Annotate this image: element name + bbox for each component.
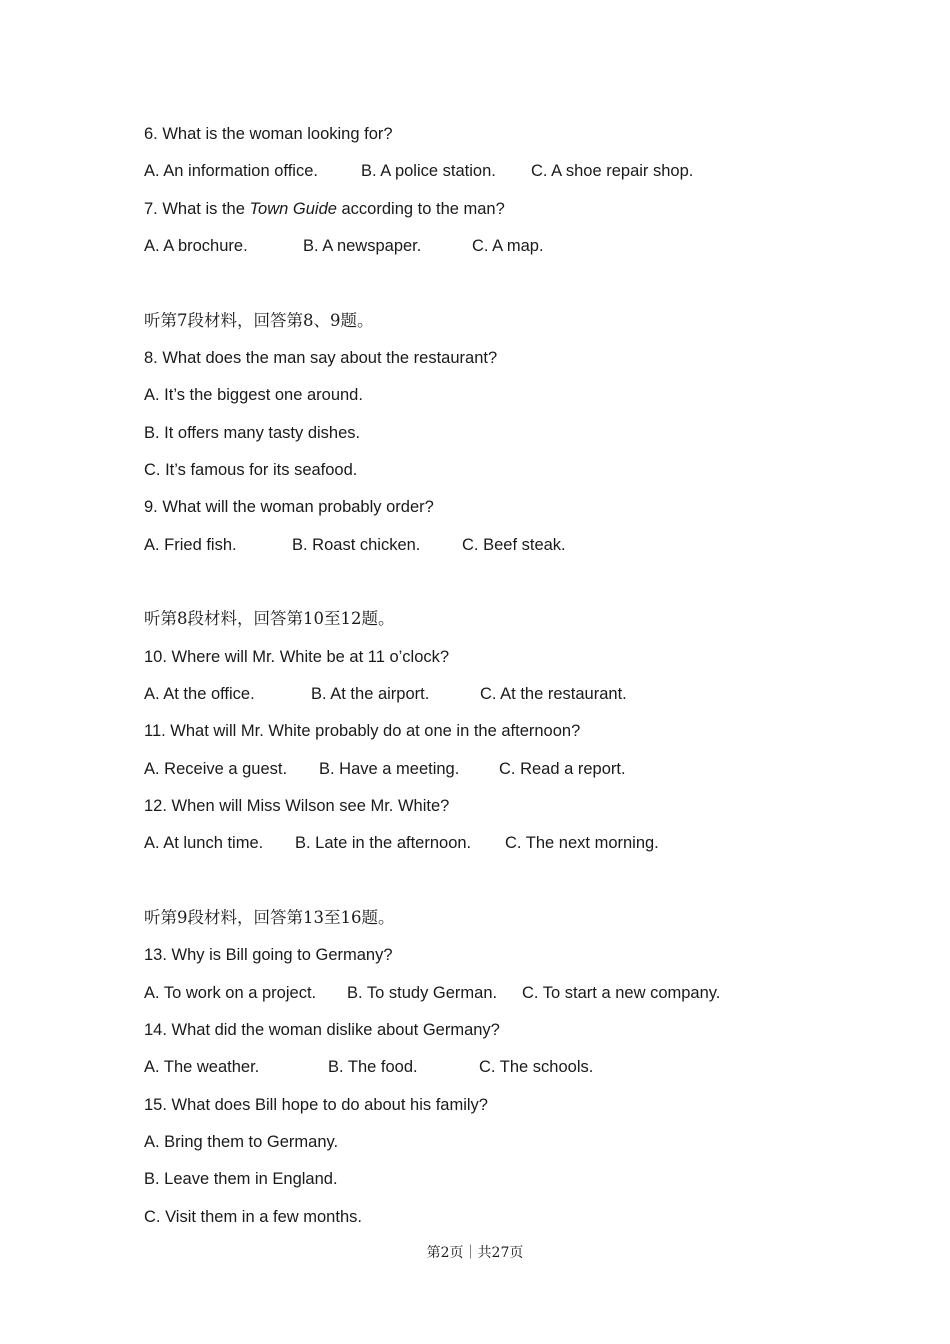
question-8-option-b: B. It offers many tasty dishes. (144, 424, 361, 442)
question-15: 15. What does Bill hope to do about his family? (144, 1096, 488, 1114)
question-7-suffix: according to the man? (336, 200, 505, 218)
option-a: A. Receive a guest. (144, 760, 288, 778)
question-7-prefix: 7. What is the (144, 200, 250, 218)
option-c: C. At the restaurant. (480, 685, 627, 703)
option-a: A. An information office. (144, 162, 318, 180)
option-b: B. At the airport. (311, 685, 430, 703)
option-a: A. The weather. (144, 1058, 260, 1076)
option-c: C. A shoe repair shop. (531, 162, 694, 180)
option-a: A. At the office. (144, 685, 255, 703)
option-c: C. The next morning. (505, 834, 659, 852)
question-8: 8. What does the man say about the restaurant? (144, 349, 498, 367)
option-b: B. The food. (328, 1058, 418, 1076)
question-15-option-c: C. Visit them in a few months. (144, 1208, 362, 1226)
question-12: 12. When will Miss Wilson see Mr. White? (144, 797, 450, 815)
option-a: A. At lunch time. (144, 834, 264, 852)
question-7 (144, 198, 505, 220)
option-c: C. Read a report. (499, 760, 626, 778)
option-c: C. A map. (472, 237, 544, 255)
option-a: A. Fried fish. (144, 536, 237, 554)
question-11: 11. What will Mr. White probably do at one in the afternoon? (144, 722, 581, 740)
option-b: B. A police station. (361, 162, 496, 180)
section-8-heading: 听第8段材料，回答第10至12题。 (144, 609, 395, 628)
option-c: C. To start a new company. (522, 984, 721, 1002)
option-a: A. To work on a project. (144, 984, 317, 1002)
question-15-option-a: A. Bring them to Germany. (144, 1133, 339, 1151)
question-14: 14. What did the woman dislike about Germany? (144, 1021, 500, 1039)
option-b: B. To study German. (347, 984, 498, 1002)
section-9-heading: 听第9段材料，回答第13至16题。 (144, 908, 395, 927)
option-c: C. The schools. (479, 1058, 594, 1076)
option-b: B. Have a meeting. (319, 760, 460, 778)
question-8-option-c: C. It’s famous for its seafood. (144, 461, 358, 479)
question-10: 10. Where will Mr. White be at 11 o’clock? (144, 648, 450, 666)
question-15-option-b: B. Leave them in England. (144, 1170, 338, 1188)
question-8-option-a: A. It’s the biggest one around. (144, 386, 363, 404)
option-c: C. Beef steak. (462, 536, 566, 554)
option-b: B. Late in the afternoon. (295, 834, 472, 852)
question-6: 6. What is the woman looking for? (144, 125, 393, 143)
question-9: 9. What will the woman probably order? (144, 498, 434, 516)
option-b: B. Roast chicken. (292, 536, 421, 554)
question-13: 13. Why is Bill going to Germany? (144, 946, 393, 964)
question-7-title: Town Guide (249, 200, 337, 218)
page-footer: 第2页｜共27页 (426, 1245, 524, 1261)
option-a: A. A brochure. (144, 237, 248, 255)
option-b: B. A newspaper. (303, 237, 422, 255)
section-7-heading: 听第7段材料，回答第8、9题。 (144, 311, 374, 330)
